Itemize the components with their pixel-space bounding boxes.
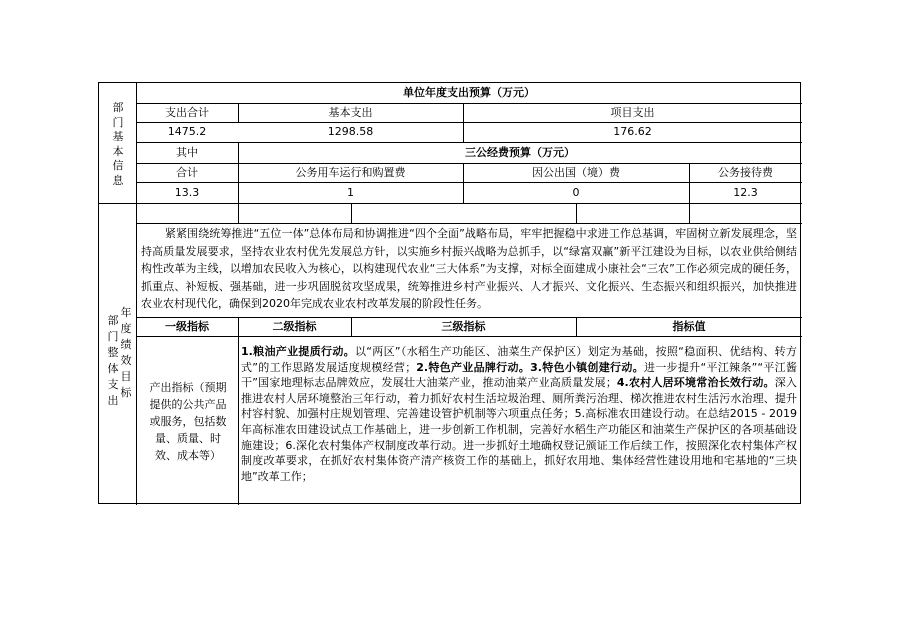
output-indicator-label: 产出指标（预期提供的公共产品或服务，包括数量、质量、时效、成本等）: [149, 381, 227, 462]
overseas-travel-value: 0: [572, 186, 580, 199]
indicator-value-header: 指标值: [672, 320, 706, 333]
reception-expense-value: 12.3: [733, 186, 758, 199]
task-4-6-text: 深入推进农村人居环境整治三年行动，着力抓好农村生活垃圾治理、厕所粪污治理、梯次推进农村生活污水治理、提升村容村貌、加强村庄规划管理、完善建设管护机制等六项重点任务；5.高标准农田建设行动。在总结2015 - 2019年高标准农田建设试点工作基础上，进一步创新工作机制，完善好水稻生产功能区和油菜生产保护区的各项基础设施建设；6.深化农村集体产权制度改革行动。进一步抓好土地确权登记颁证工作后续工作，按照深化农村集体产权制度改革要求，在抓好农村集体资产清产核资工作的基础上，抓好农用地、集体经营性建设用地和宅基地的“三块地”改革工作；: [241, 376, 797, 483]
project-expense-header: 项目支出: [610, 106, 655, 119]
task-1-title: 1.粮油产业提质行动。: [241, 345, 355, 358]
task-1-text: 以“两区”（水稻生产功能区、油菜生产保护区）划定为基础，按照“稳面积、优结构、转方式”的工作思路发展适度规模经营；: [241, 345, 797, 374]
task-2-3-title: 2.特色产业品牌行动。3.特色小镇创建行动。: [416, 360, 644, 374]
overseas-travel-header: 因公出国（境）费: [532, 166, 620, 179]
budget-title: 单位年度支出预算（万元）: [403, 86, 535, 99]
performance-side-label-b: 年度绩效目标: [120, 306, 132, 399]
vehicle-expense-value: 1: [347, 186, 354, 199]
project-expense-value: 176.62: [613, 125, 652, 138]
total-expense-header: 支出合计: [165, 106, 209, 119]
total-expense-value: 1475.2: [167, 125, 207, 138]
overall-goal-text: 紧紧围绕统筹推进“五位一体”总体布局和协调推进“四个全面”战略布局，牢牢把握稳中求进工作总基调，牢固树立新发展理念，坚持高质量发展要求，坚持农业农村优先发展总方针，以实施乡村振兴战略为总抓手，以“绿富双赢”新平江建设为目标，以农业供给侧结构性改革为主线，以增加农民收入为核心，以构建现代农业“三大体系”为支撑，对标全面建成小康社会“三农”工作必须完成的硬任务，抓重点、补短板、强基础，进一步巩固脱贫攻坚成果，统筹推进乡村产业振兴、人才振兴、文化振兴、生态振兴和组织振兴，加快推进农业农村现代化，确保到2020年完成农业农村改革发展的阶段性任务。: [141, 227, 797, 311]
level3-indicator-header: 三级指标: [441, 320, 486, 333]
vehicle-expense-header: 公务用车运行和购置费: [295, 166, 406, 179]
sangong-total-value: 13.3: [174, 186, 200, 199]
basic-expense-value: 1298.58: [327, 125, 374, 138]
basic-expense-header: 基本支出: [328, 106, 373, 119]
of-which-label: 其中: [176, 146, 198, 159]
output-indicator-content: [241, 344, 797, 484]
task-4-title: 4.农村人居环境常治长效行动。: [616, 376, 775, 390]
task-2-3-text: 进一步提升“平江辣条”“平江酱干”国家地理标志品牌效应，发展壮大油菜产业，推动油菜产业高质量发展；: [241, 360, 797, 390]
performance-side-label-a: 部门整体支出: [107, 314, 119, 407]
budget-performance-table: [98, 82, 801, 504]
level2-indicator-header: 二级指标: [272, 320, 317, 333]
sangong-title: 三公经费预算（万元）: [465, 146, 575, 159]
reception-expense-header: 公务接待费: [718, 166, 773, 179]
sangong-total-header: 合计: [176, 166, 198, 179]
level1-indicator-header: 一级指标: [165, 320, 209, 333]
basic-info-side-label: 部门基本信息: [112, 101, 124, 187]
